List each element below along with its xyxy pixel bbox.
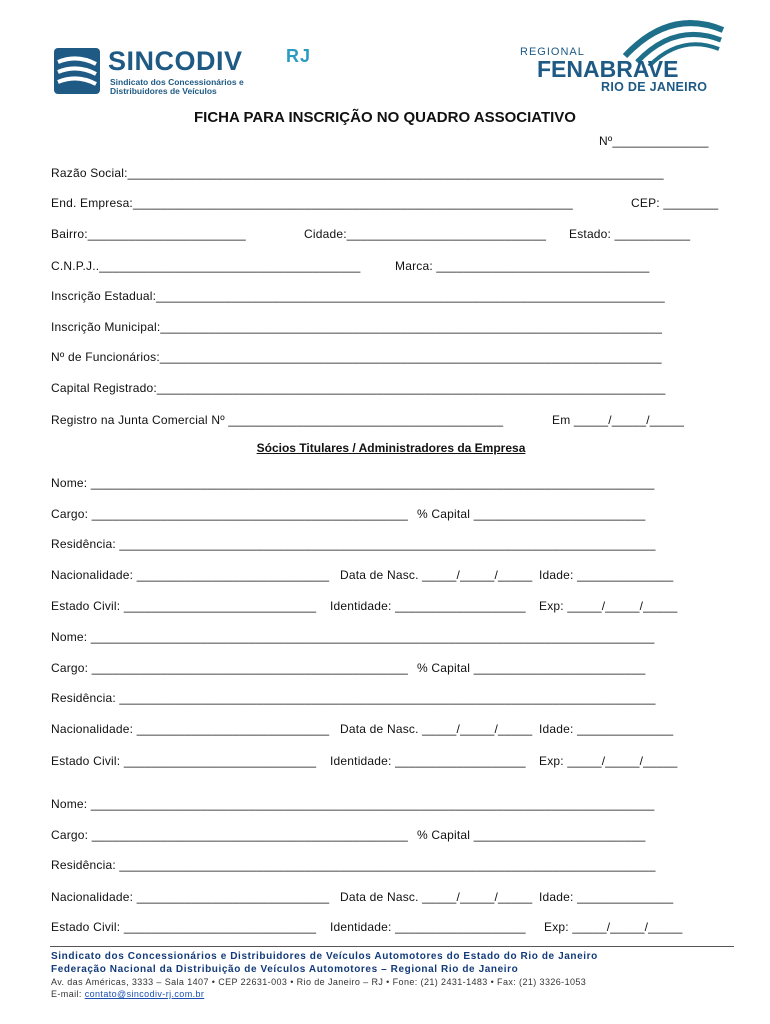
socio-1-capital-field[interactable]: % Capital _________________________ (417, 507, 646, 521)
footer-email-label: E-mail: (51, 989, 82, 999)
fenabrave-regional-label: REGIONAL (520, 46, 585, 58)
socio-2-nacionalidade-field[interactable]: Nacionalidade: ____________________________ (51, 722, 330, 736)
socio-2-data-nasc-field[interactable]: Data de Nasc. _____/_____/_____ (340, 722, 533, 736)
num-funcionarios-field[interactable]: Nº de Funcionários:_________________________________________________________________________ (51, 350, 662, 364)
sincodiv-logo-suffix: RJ (286, 46, 312, 66)
socio-1-nome-field[interactable]: Nome: __________________________________________________________________________________ (51, 476, 655, 490)
socio-3-residencia-field[interactable]: Residência: ______________________________________________________________________________ (51, 858, 656, 872)
socio-1-exp-field[interactable]: Exp: _____/_____/_____ (539, 599, 678, 613)
footer-address: Av. das Américas, 3333 – Sala 1407 • CEP 22631-003 • Rio de Janeiro – RJ • Fone: (21) 2431-1483 • Fax: (21) 3326-1053 (51, 977, 587, 987)
socio-2-idade-field[interactable]: Idade: ______________ (539, 722, 674, 736)
socio-3-exp-field[interactable]: Exp: _____/_____/_____ (544, 920, 683, 934)
socio-1-residencia-field[interactable]: Residência: ______________________________________________________________________________ (51, 537, 656, 551)
sincodiv-emblem-icon (54, 48, 100, 94)
form-title: FICHA PARA INSCRIÇÃO NO QUADRO ASSOCIATIVO (194, 109, 576, 126)
socio-2-cargo-field[interactable]: Cargo: ______________________________________________ (51, 661, 408, 675)
section-title: Sócios Titulares / Administradores da Empresa (256, 441, 526, 455)
marca-field[interactable]: Marca: _______________________________ (395, 259, 650, 273)
cidade-field[interactable]: Cidade:_____________________________ (304, 227, 547, 241)
socio-1-estado-civil-field[interactable]: Estado Civil: ____________________________ (51, 599, 317, 613)
form-number-field[interactable]: Nº______________ (599, 134, 709, 148)
socio-2-exp-field[interactable]: Exp: _____/_____/_____ (539, 754, 678, 768)
socio-2-nome-field[interactable]: Nome: __________________________________________________________________________________ (51, 630, 655, 644)
cep-field[interactable]: CEP: ________ (631, 196, 719, 210)
inscricao-estadual-field[interactable]: Inscrição Estadual:__________________________________________________________________________ (51, 289, 665, 303)
footer-line-2: Federação Nacional da Distribuição de Veículos Automotores – Regional Rio de Janeiro (51, 964, 519, 975)
razao-social-field[interactable]: Razão Social:______________________________________________________________________________ (51, 166, 664, 180)
socio-3-nome-field[interactable]: Nome: __________________________________________________________________________________ (51, 797, 655, 811)
socio-1-nacionalidade-field[interactable]: Nacionalidade: ____________________________ (51, 568, 330, 582)
fenabrave-logo (515, 16, 725, 96)
socio-2-identidade-field[interactable]: Identidade: ___________________ (330, 754, 526, 768)
socio-1-identidade-field[interactable]: Identidade: ___________________ (330, 599, 526, 613)
sincodiv-logo-name: SINCODIV (108, 46, 243, 76)
fenabrave-city-label: RIO DE JANEIRO (601, 80, 708, 94)
socio-3-cargo-field[interactable]: Cargo: ______________________________________________ (51, 828, 408, 842)
socio-3-estado-civil-field[interactable]: Estado Civil: ____________________________ (51, 920, 317, 934)
registro-junta-date-field[interactable]: Em _____/_____/_____ (552, 413, 685, 427)
socio-3-nacionalidade-field[interactable]: Nacionalidade: ____________________________ (51, 890, 330, 904)
sincodiv-logo (54, 46, 324, 96)
socio-3-capital-field[interactable]: % Capital _________________________ (417, 828, 646, 842)
registro-junta-field[interactable]: Registro na Junta Comercial Nº ________________________________________ (51, 413, 504, 427)
estado-field[interactable]: Estado: ___________ (569, 227, 691, 241)
footer-divider (50, 946, 734, 947)
capital-registrado-field[interactable]: Capital Registrado:__________________________________________________________________________ (51, 381, 666, 395)
bairro-field[interactable]: Bairro:_______________________ (51, 227, 246, 241)
socio-1-cargo-field[interactable]: Cargo: ______________________________________________ (51, 507, 408, 521)
sincodiv-subtitle-line2: Distribuidores de Veículos (110, 86, 217, 96)
cnpj-field[interactable]: C.N.P.J..______________________________________ (51, 259, 361, 273)
end-empresa-field[interactable]: End. Empresa:________________________________________________________________ (51, 196, 573, 210)
fenabrave-brand-name: FENABRAVE (537, 56, 679, 82)
socio-2-residencia-field[interactable]: Residência: ______________________________________________________________________________ (51, 691, 656, 705)
socio-2-capital-field[interactable]: % Capital _________________________ (417, 661, 646, 675)
socio-2-estado-civil-field[interactable]: Estado Civil: ____________________________ (51, 754, 317, 768)
socio-3-identidade-field[interactable]: Identidade: ___________________ (330, 920, 526, 934)
sincodiv-logo-subtitle (110, 78, 244, 96)
socio-3-data-nasc-field[interactable]: Data de Nasc. _____/_____/_____ (340, 890, 533, 904)
socio-1-data-nasc-field[interactable]: Data de Nasc. _____/_____/_____ (340, 568, 533, 582)
inscricao-municipal-field[interactable]: Inscrição Municipal:_________________________________________________________________________ (51, 320, 663, 334)
socio-3-idade-field[interactable]: Idade: ______________ (539, 890, 674, 904)
footer-email-line (51, 989, 204, 999)
socio-1-idade-field[interactable]: Idade: ______________ (539, 568, 674, 582)
footer-line-1: Sindicato dos Concessionários e Distribuidores de Veículos Automotores do Estado do Rio de Janeiro (51, 951, 598, 962)
sincodiv-subtitle-line1: Sindicato dos Concessionários e (110, 77, 244, 87)
footer-email-link[interactable]: contato@sincodiv-rj.com.br (84, 989, 205, 999)
